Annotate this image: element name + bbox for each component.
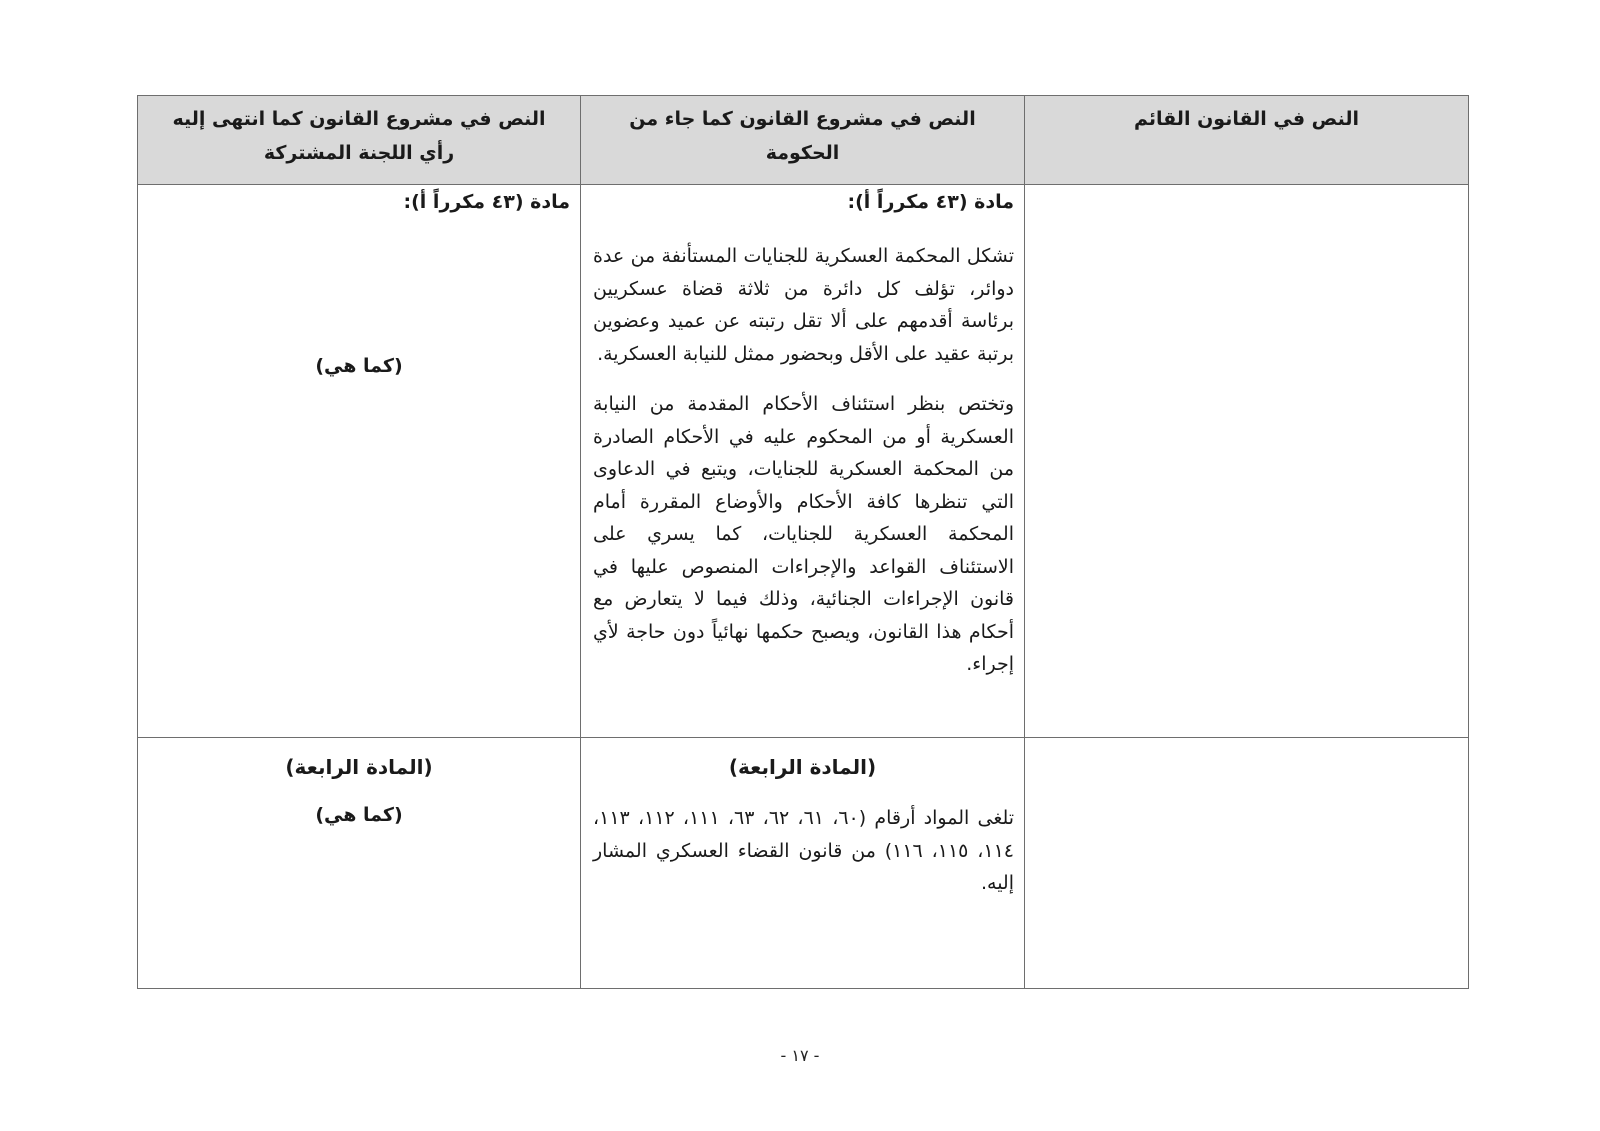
article-heading: (المادة الرابعة) (285, 755, 433, 779)
page-number: - ١٧ - (780, 1046, 820, 1065)
header-existing-law: النص في القانون القائم (1025, 96, 1469, 185)
comparison-table (137, 95, 1469, 989)
cell-government-article-43a (581, 185, 1025, 738)
cell-committee-article-4 (138, 738, 581, 989)
header-committee-bill: النص في مشروع القانون كما انتهى إليه رأي اللجنة المشتركة (138, 96, 581, 185)
cell-existing-law-empty (1025, 185, 1469, 738)
article-paragraph: وتختص بنظر استئناف الأحكام المقدمة من النيابة العسكرية أو من المحكوم عليه في الأحكام الصادرة من المحكمة العسكرية للجنايات، ويتبع في الدعاوى التي تنظرها كافة الأحكام والأوضاع المقررة أمام المحكمة العسكرية للجنايات، كما يسري على الاستئناف القواعد والإجراءات المنصوص عليها في قانون الإجراءات الجنائية، وذلك فيما لا يتعارض مع أحكام هذا القانون، ويصبح حكمها نهائياً دون حاجة لأي إجراء. (593, 393, 1014, 675)
as-is-note: (كما هي) (315, 804, 403, 826)
article-heading: مادة (٤٣ مكرراً أ): (403, 191, 570, 213)
cell-existing-law-empty (1025, 738, 1469, 989)
article-paragraph: تلغى المواد أرقام (٦٠، ٦١، ٦٢، ٦٣، ١١١، ١١٢، ١١٣، ١١٤، ١١٥، ١١٦) من قانون القضاء العسكري المشار إليه. (593, 807, 1015, 894)
table-row (138, 738, 1469, 989)
article-heading: (المادة الرابعة) (728, 755, 877, 779)
table-row (138, 185, 1469, 738)
article-heading: مادة (٤٣ مكرراً أ): (847, 191, 1014, 213)
cell-committee-article-43a (138, 185, 581, 738)
article-paragraph: تشكل المحكمة العسكرية للجنايات المستأنفة من عدة دوائر، تؤلف كل دائرة من ثلاثة قضاة عسكريين برئاسة أقدمهم على ألا تقل رتبته عن عميد وعضوين برتبة عقيد على الأقل وبحضور ممثل للنيابة العسكرية. (593, 245, 1014, 365)
header-government-bill: النص في مشروع القانون كما جاء من الحكومة (581, 96, 1025, 185)
table-header-row (138, 96, 1469, 185)
cell-government-article-4 (581, 738, 1025, 989)
as-is-note: (كما هي) (315, 355, 403, 377)
